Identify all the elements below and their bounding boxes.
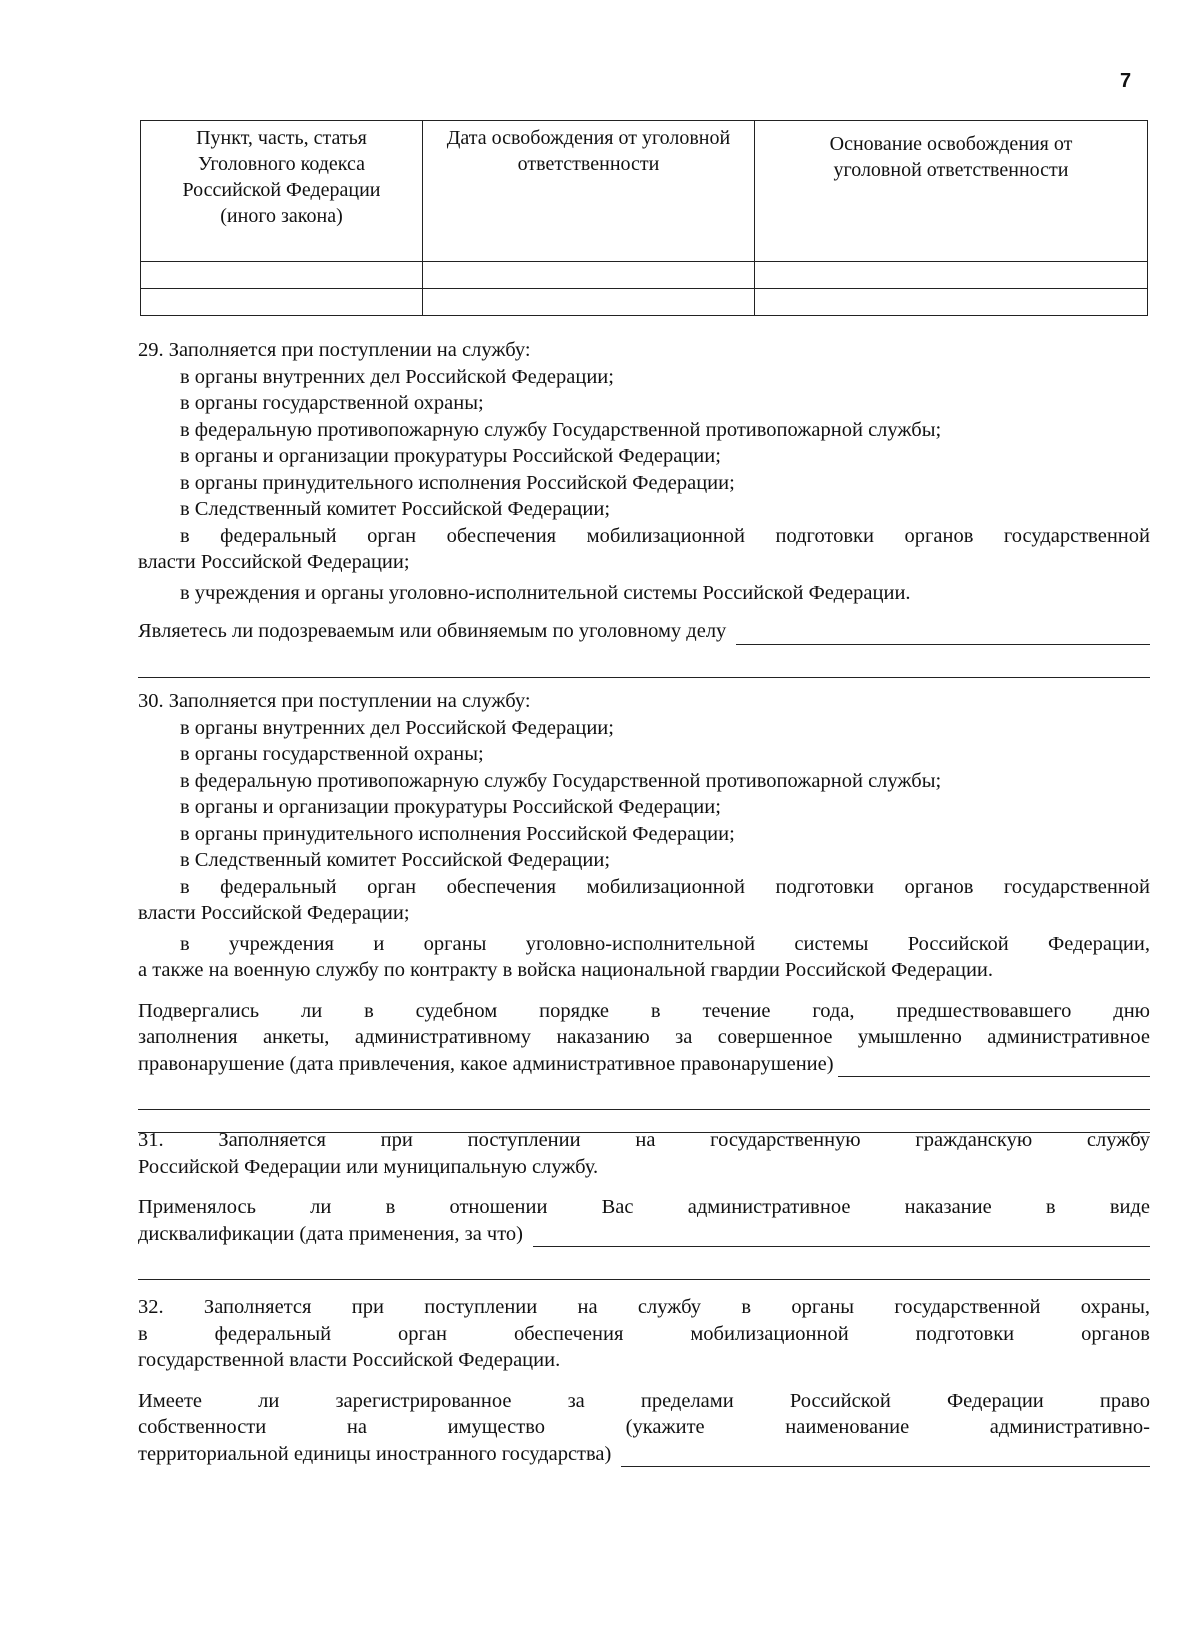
section-32 bbox=[138, 1294, 1150, 1467]
list-item: в федеральный орган обеспечения мобилизационной подготовки органов государственной bbox=[180, 524, 1150, 547]
list-item: в органы государственной охраны; bbox=[180, 392, 484, 414]
question-text: Имеете ли зарегистрированное за пределами Российской Федерации право bbox=[138, 1389, 1150, 1412]
section-29 bbox=[138, 337, 1150, 678]
answer-line[interactable] bbox=[138, 1247, 1150, 1280]
table-header-row bbox=[141, 121, 1148, 262]
section-heading-continuation: государственной власти Российской Федерации. bbox=[138, 1349, 561, 1371]
question-text: правонарушение (дата привлечения, какое административное правонарушение) bbox=[138, 1052, 834, 1075]
question-text: собственности на имущество (укажите наименование административно- bbox=[138, 1416, 1150, 1438]
section-31 bbox=[138, 1127, 1150, 1280]
answer-line[interactable] bbox=[736, 622, 1150, 645]
answer-line[interactable] bbox=[621, 1444, 1150, 1467]
section-heading: 32. Заполняется при поступлении на службу в органы государственной охраны, bbox=[138, 1296, 1150, 1318]
list-item: в органы внутренних дел Российской Федерации; bbox=[180, 365, 614, 388]
question-foreign-property bbox=[138, 1441, 1150, 1468]
table-cell[interactable] bbox=[755, 289, 1148, 316]
answer-line[interactable] bbox=[838, 1054, 1150, 1077]
list-item: в федеральную противопожарную службу Государственной противопожарной службы; bbox=[180, 418, 942, 441]
list-item: в органы и организации прокуратуры Российской Федерации; bbox=[180, 796, 721, 818]
table-cell[interactable] bbox=[423, 289, 755, 316]
list-item: в учреждения и органы уголовно-исполнительной системы Российской Федерации, bbox=[180, 932, 1150, 955]
table-cell[interactable] bbox=[141, 289, 423, 316]
section-heading: 30. Заполняется при поступлении на службу: bbox=[138, 690, 531, 712]
list-item: в органы внутренних дел Российской Федерации; bbox=[180, 716, 614, 739]
question-text: Применялось ли в отношении Вас административное наказание в виде bbox=[138, 1196, 1150, 1218]
question-text: Являетесь ли подозреваемым или обвиняемым по уголовному делу bbox=[138, 620, 727, 642]
list-item: в органы принудительного исполнения Российской Федерации; bbox=[180, 471, 735, 494]
question-text: дисквалификации (дата применения, за что) bbox=[138, 1222, 523, 1245]
answer-line[interactable] bbox=[138, 645, 1150, 678]
table-cell[interactable] bbox=[755, 262, 1148, 289]
list-item: в органы и организации прокуратуры Российской Федерации; bbox=[180, 445, 721, 467]
list-item: в органы государственной охраны; bbox=[180, 743, 484, 765]
column-header-article: Пункт, часть, статья Уголовного кодекса Российской Федерации (иного закона) bbox=[141, 121, 423, 262]
list-item: в Следственный комитет Российской Федерации; bbox=[180, 849, 611, 871]
criminal-release-table bbox=[140, 120, 1148, 316]
table-row bbox=[141, 262, 1148, 289]
question-disqualification bbox=[138, 1221, 1150, 1248]
list-item: в учреждения и органы уголовно-исполнительной системы Российской Федерации. bbox=[180, 581, 911, 604]
question-suspect bbox=[138, 618, 1150, 645]
section-heading: 31. Заполняется при поступлении на государственную гражданскую службу bbox=[138, 1129, 1150, 1151]
question-admin-penalty bbox=[138, 1051, 1150, 1078]
section-30 bbox=[138, 688, 1150, 1133]
question-text: заполнения анкеты, административному наказанию за совершенное умышленно административное bbox=[138, 1026, 1150, 1048]
table-cell[interactable] bbox=[141, 262, 423, 289]
section-heading-continuation: Российской Федерации или муниципальную службу. bbox=[138, 1155, 599, 1178]
question-text: Подвергались ли в судебном порядке в течение года, предшествовавшего дню bbox=[138, 999, 1150, 1022]
answer-line[interactable] bbox=[138, 1077, 1150, 1110]
list-item: в Следственный комитет Российской Федерации; bbox=[180, 498, 611, 520]
section-heading-continuation: в федеральный орган обеспечения мобилизационной подготовки органов bbox=[138, 1322, 1150, 1345]
section-heading: 29. Заполняется при поступлении на службу: bbox=[138, 339, 531, 361]
page-number: 7 bbox=[1120, 70, 1132, 92]
question-text: территориальной единицы иностранного государства) bbox=[138, 1442, 612, 1465]
list-item: в федеральную противопожарную службу Государственной противопожарной службы; bbox=[180, 769, 942, 792]
table-cell[interactable] bbox=[423, 262, 755, 289]
table-row bbox=[141, 289, 1148, 316]
list-item-continuation: власти Российской Федерации; bbox=[138, 551, 410, 573]
list-item: в федеральный орган обеспечения мобилизационной подготовки органов государственной bbox=[180, 875, 1150, 898]
column-header-release-date: Дата освобождения от уголовной ответственности bbox=[423, 121, 755, 262]
column-header-release-reason: Основание освобождения от уголовной ответственности bbox=[755, 121, 1148, 262]
list-item-continuation: а также на военную службу по контракту в войска национальной гвардии Российской Федерации. bbox=[138, 959, 994, 981]
list-item: в органы принудительного исполнения Российской Федерации; bbox=[180, 822, 735, 845]
answer-line[interactable] bbox=[533, 1224, 1150, 1247]
list-item-continuation: власти Российской Федерации; bbox=[138, 902, 410, 924]
